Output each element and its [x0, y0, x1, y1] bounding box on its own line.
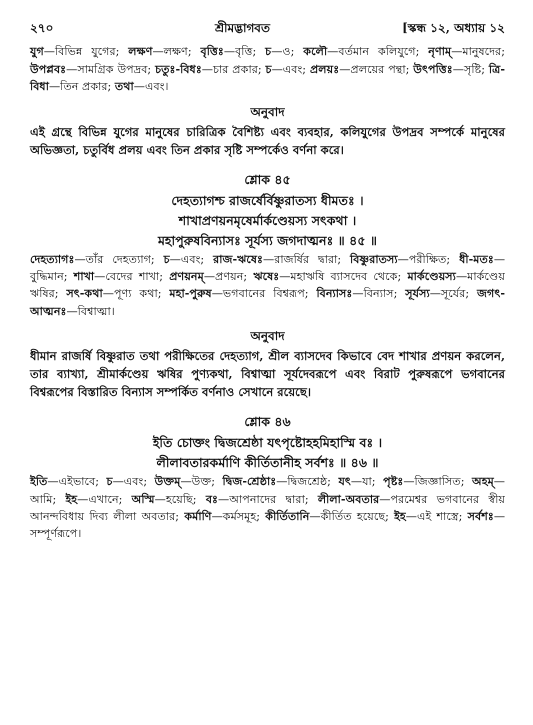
sanskrit-term: কীর্তিতানি: [265, 509, 310, 524]
sanskrit-term: প্রলয়ঃ: [309, 61, 340, 76]
sanskrit-term: নৃণাম্: [428, 44, 452, 59]
term-meaning: —বর্তমান কলিযুগে;: [327, 45, 429, 59]
sanskrit-term: পৃষ্টঃ: [383, 474, 404, 489]
term-meaning: —তিন প্রকার;: [48, 80, 115, 94]
verse-45-line: মহাপুরুষবিন্যাসঃ সূর্যস্য জগদাত্মনঃ ॥ ৪৫ ॥: [157, 232, 378, 248]
term-meaning: —সম্পূর্ণরূপে।: [30, 510, 505, 541]
sanskrit-term: সূর্যস্য: [405, 286, 430, 301]
term-meaning: —যা;: [350, 475, 384, 489]
verse-title-45: শ্লোক ৪৫: [244, 171, 291, 187]
term-meaning: —কীর্তিত হয়েছে;: [309, 510, 395, 524]
term-meaning: —মানুষদের;: [451, 45, 505, 59]
term-meaning: —লক্ষণ;: [152, 45, 201, 59]
term-meaning: —বুদ্ধিমান;: [30, 252, 505, 284]
term-meaning: —বিভিন্ন যুগের;: [43, 45, 129, 59]
sanskrit-term: চ: [163, 251, 170, 266]
verse-46-line: লীলাবতারকর্মাণি কীর্তিতানীহ সর্বশঃ ॥ ৪৬ ॥: [156, 455, 379, 471]
term-meaning: —পূণ্য কথা;: [102, 287, 170, 301]
word-meanings-46: [30, 473, 505, 543]
translation-heading: অনুবাদ: [250, 329, 285, 344]
term-meaning: —মহাঋষি ব্যাসদেব থেকে;: [279, 270, 408, 284]
term-meaning: —রাজর্ষির দ্বারা;: [263, 252, 351, 266]
term-meaning: —এবং;: [112, 475, 155, 489]
term-meaning: —আমি;: [30, 475, 505, 506]
translation-heading: অনুবাদ: [250, 104, 285, 119]
term-meaning: —জিজ্ঞাসিত;: [403, 475, 472, 489]
sanskrit-term: বিষ্ণুরাতস্য: [350, 251, 398, 266]
term-meaning: —এবং;: [169, 252, 214, 266]
term-meaning: —হয়েছি;: [154, 492, 206, 506]
term-meaning: —আপনাদের দ্বারা;: [218, 492, 318, 506]
page-header: [30, 18, 505, 37]
term-meaning: —এইভাবে;: [47, 475, 107, 489]
sanskrit-term: উক্তম্: [154, 474, 181, 489]
term-meaning: —ভগবানের বিশ্বরূপ;: [211, 287, 317, 301]
term-meaning: —বেদের শাখা;: [94, 270, 170, 284]
term-meaning: —বৃত্তি;: [223, 45, 266, 59]
term-meaning: —বিন্যাস;: [352, 287, 406, 301]
term-meaning: —পরমেশ্বর ভগবানের স্বীয় আনন্দবিধায় দিব্য লীলা অবতার;: [30, 492, 505, 524]
sanskrit-term: চ: [106, 474, 113, 489]
translation-44: এই গ্রন্থে বিভিন্ন যুগের মানুষের চারিত্রিক বৈশিষ্ট্য এবং ব্যবহার, কলিযুগের উপদ্রব সম্পর্কে মানুষের অভিজ্ঞতা, চতুর্বিধ প্রলয় এবং তিন প্রকার সৃষ্টি সম্পর্কেও বর্ণনা করে।: [30, 124, 505, 157]
sanskrit-term: চ: [265, 61, 272, 76]
sanskrit-term: মহা-পুরুষ: [169, 286, 212, 301]
term-meaning: —পরীক্ষিত;: [397, 252, 460, 266]
sanskrit-term: ধী-মতঃ: [459, 251, 494, 266]
term-meaning: —তাঁর দেহত্যাগ;: [74, 252, 164, 266]
sanskrit-term: জগৎ-আত্মনঃ: [30, 286, 506, 318]
sanskrit-term: কলৌ: [303, 44, 328, 59]
sanskrit-term: রাজ-ঋষেঃ: [213, 251, 264, 266]
sanskrit-term: ঋষেঃ: [253, 269, 280, 284]
term-meaning: —উক্ত;: [180, 475, 223, 489]
sanskrit-term: দ্বিজ-শ্রেষ্ঠাঃ: [222, 474, 277, 489]
sanskrit-term: প্রণয়নম্: [169, 269, 204, 284]
sanskrit-term: চতুঃ-বিধঃ: [155, 61, 202, 76]
section-reference: [স্কন্ধ ১২, অধ্যায় ১২: [402, 21, 505, 35]
sanskrit-term: ত্রি-বিধা: [30, 61, 505, 94]
sanskrit-term: অস্মি: [131, 491, 155, 506]
term-meaning: —মার্কণ্ডেয় ঋষির;: [30, 270, 505, 301]
term-meaning: —দ্বিজশ্রেষ্ঠ;: [276, 475, 339, 489]
sanskrit-term: উৎপত্তিঃ: [413, 61, 453, 76]
translation-45: ধীমান রাজর্ষি বিষ্ণুরাত তথা পরীক্ষিতের দেহত্যাগ, শ্রীল ব্যাসদেব কিভাবে বেদ শাখার প্রণয়ন করলেন, তার ব্যাখ্যা, শ্রীমার্কণ্ডেয় ঋষির পুণ্যকথা, বিশ্বাত্মা সূর্যদেবরূপে এবং বিরাট পুরুষরূপে ভগবানের বিশ্বরূপের বিস্তারিত বিন্যাস সম্পর্কিত বর্ণনাও সেখানে রয়েছে।: [30, 349, 505, 400]
sanskrit-term: লীলা-অবতার: [317, 491, 380, 506]
verse-45-line: দেহত্যাগশ্চ রাজর্ষের্বিষ্ণুরাতস্য ধীমতঃ ।: [171, 192, 364, 208]
term-meaning: —এই শাস্ত্রে;: [405, 510, 468, 524]
sanskrit-term: যুগ: [30, 44, 44, 59]
sanskrit-term: চ: [265, 44, 272, 59]
sanskrit-term: বঃ: [205, 491, 219, 506]
sanskrit-term: সৎ-কথা: [66, 286, 103, 301]
word-meanings-44: [30, 43, 505, 95]
term-meaning: —সূর্যের;: [429, 287, 478, 301]
sanskrit-term: অহম্: [472, 474, 494, 489]
word-meanings-45: [30, 251, 505, 321]
sanskrit-term: কর্মাণি: [184, 509, 212, 524]
sanskrit-term: তথা: [114, 79, 134, 94]
sanskrit-term: লক্ষণ: [128, 44, 153, 59]
sanskrit-term: বিন্যাসঃ: [316, 286, 353, 301]
term-meaning: —কর্মসমূহ;: [211, 510, 266, 524]
sanskrit-term: ইহ: [394, 509, 406, 524]
sanskrit-term: যৎ: [338, 474, 351, 489]
sanskrit-term: ইতি: [30, 474, 48, 489]
sanskrit-term: শাখা: [73, 269, 95, 284]
sanskrit-term: সর্বশঃ: [467, 509, 494, 524]
sanskrit-term: ইহ: [65, 491, 78, 506]
verse-45-line: শাখাপ্রণয়নমৃষের্মার্কণ্ডেয়স্য সৎকথা ।: [178, 212, 357, 228]
term-meaning: —এবং;: [271, 62, 310, 76]
term-meaning: —সামগ্রিক উপদ্রব;: [66, 62, 156, 76]
term-meaning: —এখানে;: [77, 492, 132, 506]
sanskrit-term: উপপ্লবঃ: [30, 61, 67, 76]
sanskrit-term: দেহত্যাগঃ: [30, 251, 75, 266]
sanskrit-term: মার্কণ্ডেয়স্য: [407, 269, 456, 284]
term-meaning: —প্রণয়ন;: [203, 270, 254, 284]
term-meaning: —এবং।: [133, 80, 169, 94]
term-meaning: —ও;: [271, 45, 304, 59]
page-number: ২৭০: [30, 21, 54, 35]
sanskrit-term: বৃত্তিঃ: [200, 44, 224, 59]
term-meaning: —সৃষ্টি;: [452, 62, 489, 76]
verse-46-line: ইতি চোক্তং দ্বিজশ্রেষ্ঠা যৎপৃষ্টোহহমিহাস্মি বঃ ।: [152, 435, 383, 451]
term-meaning: —বিশ্বাত্মা।: [66, 304, 115, 318]
verse-title-46: শ্লোক ৪৬: [244, 414, 291, 430]
term-meaning: —প্রলয়ের পন্থা;: [339, 62, 414, 76]
term-meaning: —চার প্রকার;: [201, 62, 266, 76]
book-title: শ্রীমদ্ভাগবত: [214, 21, 270, 35]
